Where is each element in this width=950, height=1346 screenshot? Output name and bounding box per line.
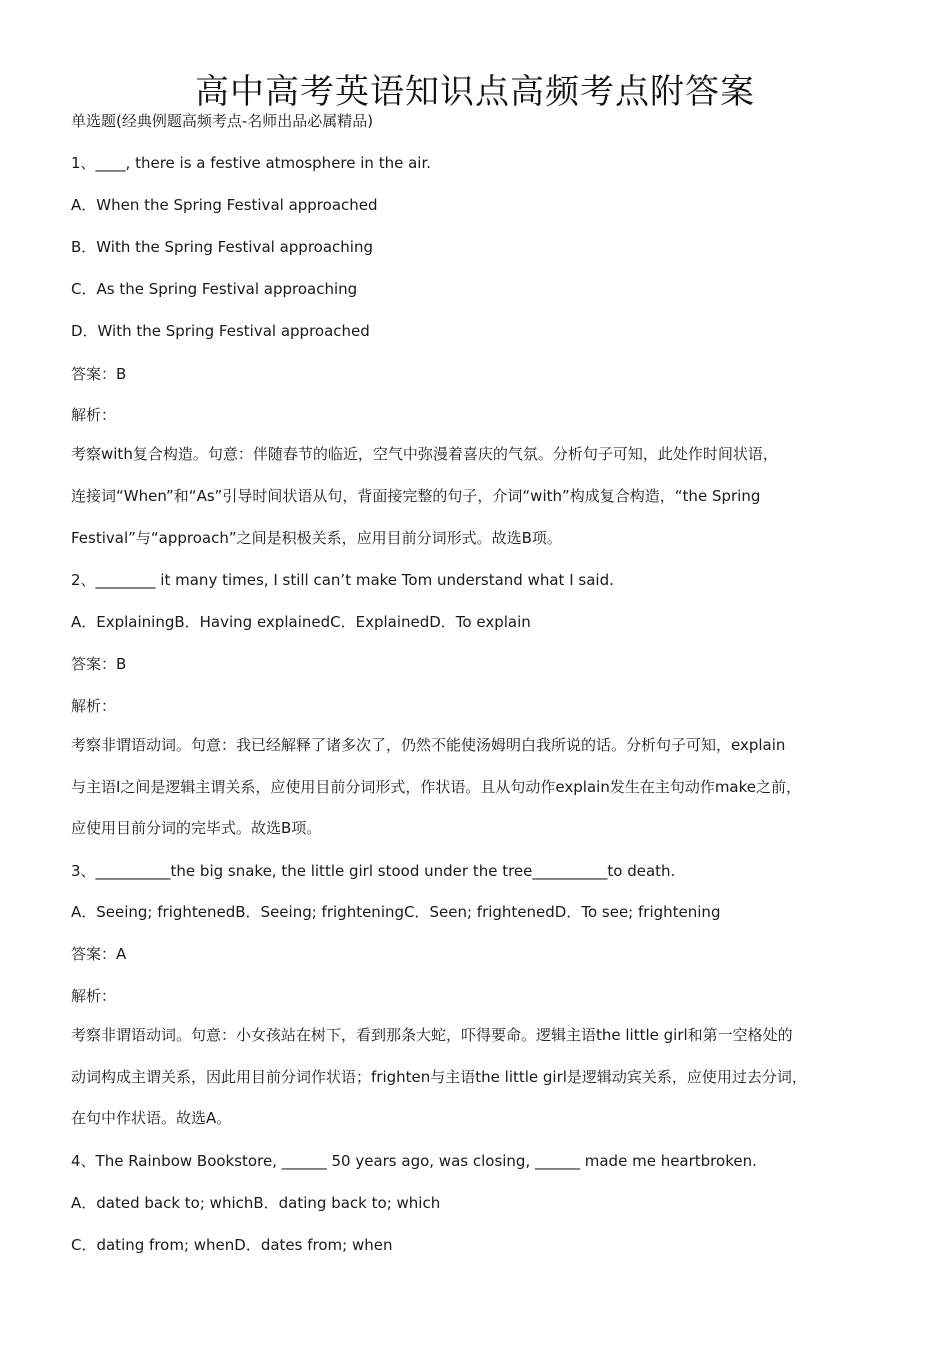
question-1-option-a: A．When the Spring Festival approached	[71, 196, 378, 214]
question-3-stem: 3、__________the big snake, the little girl stood under the tree__________to death.	[71, 862, 676, 880]
question-3-analysis-line-2: 动词构成主谓关系，因此用目前分词作状语；frighten与主语the little girl是逻辑动宾关系，应使用过去分词，	[71, 1068, 807, 1086]
question-4-options-line-2: C．dating from; whenD．dates from; when	[71, 1236, 393, 1254]
question-2-analysis-line-2: 与主语I之间是逻辑主谓关系，应使用目前分词形式，作状语。且从句动作explain发生在主句动作make之前，	[71, 778, 802, 796]
question-2-analysis-line-3: 应使用目前分词的完毕式。故选B项。	[71, 819, 322, 837]
question-1-option-d: D．With the Spring Festival approached	[71, 322, 370, 340]
question-1-option-b: B．With the Spring Festival approaching	[71, 238, 373, 256]
question-3-answer: 答案：A	[71, 945, 127, 963]
question-3-analysis-label: 解析：	[71, 987, 117, 1005]
question-4-options-line-1: A．dated back to; whichB．dating back to; which	[71, 1194, 441, 1212]
question-2-analysis-line-1: 考察非谓语动词。句意：我已经解释了诸多次了，仍然不能使汤姆明白我所说的话。分析句子可知，explain	[71, 736, 786, 754]
question-2-answer: 答案：B	[71, 655, 127, 673]
question-4-stem: 4、The Rainbow Bookstore, ______ 50 years ago, was closing, ______ made me heartbroken.	[71, 1152, 757, 1170]
question-3-analysis-line-3: 在句中作状语。故选A。	[71, 1109, 232, 1127]
question-2-analysis-label: 解析：	[71, 697, 117, 715]
question-1-analysis-line-3: Festival”与“approach”之间是积极关系，应用目前分词形式。故选B项。	[71, 529, 562, 547]
question-1-stem: 1、____, there is a festive atmosphere in the air.	[71, 154, 432, 172]
question-1-analysis-label: 解析：	[71, 406, 117, 424]
document-title: 高中高考英语知识点高频考点附答案	[195, 72, 755, 112]
question-3-analysis-line-1: 考察非谓语动词。句意：小女孩站在树下，看到那条大蛇，吓得要命。逻辑主语the little girl和第一空格处的	[71, 1026, 793, 1044]
question-1-answer: 答案：B	[71, 365, 127, 383]
subtitle: 单选题(经典例题高频考点-名师出品必属精品)	[71, 112, 374, 130]
question-1-option-c: C．As the Spring Festival approaching	[71, 280, 358, 298]
question-2-options: A．ExplainingB．Having explainedC．ExplainedD．To explain	[71, 613, 531, 631]
question-3-options: A．Seeing; frightenedB．Seeing; frighteningC．Seen; frightenedD．To see; frightening	[71, 903, 721, 921]
question-2-stem: 2、________ it many times, I still can’t make Tom understand what I said.	[71, 571, 614, 589]
question-1-analysis-line-2: 连接词“When”和“As”引导时间状语从句，背面接完整的句子，介词“with”构成复合构造，“the Spring	[71, 487, 761, 505]
question-1-analysis-line-1: 考察with复合构造。句意：伴随春节的临近，空气中弥漫着喜庆的气氛。分析句子可知，此处作时间状语，	[71, 445, 778, 463]
